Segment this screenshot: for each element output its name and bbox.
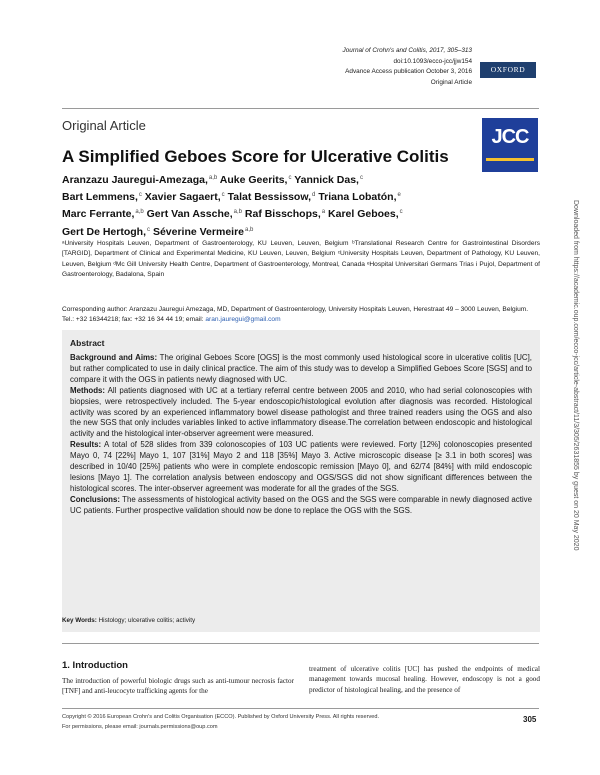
introduction-col1: The introduction of powerful biologic drugs such as anti-tumour necrosis factor [TNF] and anti-leucocyte trafficking agents for the <box>62 677 294 696</box>
jcc-logo-text: JCC <box>491 126 529 148</box>
abstract-heading: Abstract <box>70 338 105 348</box>
download-notice: Downloaded from https://academic.oup.com/ecco-jcc/article-abstract/11/3/305/2631855 by guest on 20 May 2020 <box>572 200 579 551</box>
footer-divider <box>62 708 539 709</box>
author[interactable]: Karel Geboes,$^c$ <box>328 208 403 221</box>
header-divider <box>62 108 539 109</box>
author[interactable]: Séverine Vermeire$^{a,b}$ <box>152 225 254 238</box>
section-label: Original Article <box>62 118 146 133</box>
footer <box>62 713 379 732</box>
abstract-divider <box>62 643 539 644</box>
author[interactable]: Marc Ferrante,$^{a,b}$ <box>62 208 144 221</box>
article-type: Original Article <box>430 78 472 86</box>
correspondence <box>62 305 540 326</box>
introduction-heading: 1. Introduction <box>62 660 128 671</box>
author[interactable]: Bart Lemmens,$^c$ <box>62 191 142 204</box>
page-number: 305 <box>523 715 537 724</box>
jcc-logo[interactable] <box>482 118 538 172</box>
article-title: A Simplified Geboes Score for Ulcerative Colitis <box>62 147 449 166</box>
abstract-background: Background and Aims: The original Geboes Score [OGS] is the most commonly used histological score in ulcerative colitis [UC], but rather complicated to use in daily clinical practice. The aim of this study was to develop a Simplified Geboes Score [SGS] and to compare it with the OGS in patients newly diagnosed with UC. <box>70 353 533 384</box>
author[interactable]: Auke Geerits,$^c$ <box>219 174 292 186</box>
advance-access-date: Advance Access publication October 3, 2016 <box>345 68 472 76</box>
abstract-methods: Methods: All patients diagnosed with UC at a tertiary referral centre between 2005 and 2010, who had serial colonoscopies with biopsies, were retrospectively included. The 5-year endoscopic/histological evolution after diagnosis was recorded. Histological activity was scored by an experienced inflammatory bowel disease pathologist and three trained readers using the OGS and also the new SGS that only includes variables linked to active inflammatory disease.The correlation between endoscopic and histological activity and the histological inter-observer agreement were measured. <box>70 385 532 439</box>
affiliations: ᵃUniversity Hospitals Leuven, Department of Gastroenterology, KU Leuven, Leuven, Belgium ᵇTranslational Research Centre for Gastrointestinal Disorders [TARGID], Department of Clinical and Experimental Medicine, KU Leuven, Leuven, Belgium ᶜUniversity Hospitals Leuven, Department of Pathology, KU Leuven, Leuven, Belgium ᵈMc Gill University Health Centre, Department of Gastroenterology, Montreal, Canada ᵉHospital Universitari Germans Trias i Pujol, Department of Gastroenterology, Badalona, Spain <box>62 240 540 279</box>
author-list <box>62 171 482 240</box>
author[interactable]: Gert Van Assche,$^{a,b}$ <box>146 208 242 221</box>
journal-citation: Journal of Crohn's and Colitis, 2017, 305–313 <box>342 47 472 54</box>
abstract-results: Results: A total of 528 slides from 339 colonoscopies of 103 UC patients were reviewed. Forty [12%] colonoscopies presented Mayo 0, 74 [22%] Mayo 1, 107 [31%] Mayo 2 and 118 [35%] Mayo 3. Active microscopic disease [≥ 3.1 in both scores] was described in 10/40 [25%] patients who were in complete endoscopic remission [Mayo 0], and 62/74 [84%] with mild endoscopic lesions [Mayo 1]. The correlation analysis between endoscopy and OGS/SGS did not show significant differences between the histological scores. The inter-observer agreement was moderate for all the grades of the SGS. <box>70 440 532 493</box>
introduction-col2: treatment of ulcerative colitis [UC] has pushed the endpoints of medical management towards mucosal healing. However, endoscopy is not a good predictor of histological healing, and the presence of <box>309 665 540 694</box>
correspondence-text: Corresponding author: Aranzazu Jauregui Amezaga, MD, Department of Gastroenterology, University Hospitals Leuven, Herestraat 49 – 3000 Leuven, Belgium. Tel.: +32 16344218; fax: +32 16 34 44 19; email: <box>62 306 529 324</box>
abstract-conclusions: Conclusions: The assessments of histological activity based on the OGS and the SGS were comparable in newly diagnosed active UC patients. Further prospective validation should now be done to replace the OGS with the SGS. <box>70 494 532 515</box>
author[interactable]: Talat Bessissow,$^d$ <box>227 191 316 204</box>
author[interactable]: Yannick Das,$^c$ <box>294 174 363 186</box>
correspondence-email[interactable]: aran.jauregui@gmail.com <box>205 316 281 324</box>
keywords-text: Histology; ulcerative colitis; activity <box>98 617 196 624</box>
permissions: For permissions, please email: journals.permissions@oup.com <box>62 723 218 730</box>
abstract-box <box>62 330 540 632</box>
copyright: Copyright © 2016 European Crohn's and Colitis Organisation (ECCO). Published by Oxford University Press. All rights reserved. <box>62 714 380 720</box>
journal-info <box>343 46 472 88</box>
keywords-label: Key Words: <box>62 617 97 624</box>
author[interactable]: Xavier Sagaert,$^c$ <box>144 191 225 204</box>
oxford-logo[interactable]: OXFORD <box>480 62 536 78</box>
author[interactable]: Raf Bisschops,$^a$ <box>244 208 326 221</box>
keywords <box>62 617 195 624</box>
author[interactable]: Aranzazu Jauregui-Amezaga,$^{a,b}$ <box>62 174 218 186</box>
doi-link[interactable]: doi:10.1093/ecco-jcc/jjw154 <box>393 57 472 65</box>
jcc-logo-stripe <box>486 158 534 161</box>
author[interactable]: Gert De Hertogh,$^c$ <box>62 225 151 238</box>
author[interactable]: Triana Lobatón,$^e$ <box>318 191 401 204</box>
